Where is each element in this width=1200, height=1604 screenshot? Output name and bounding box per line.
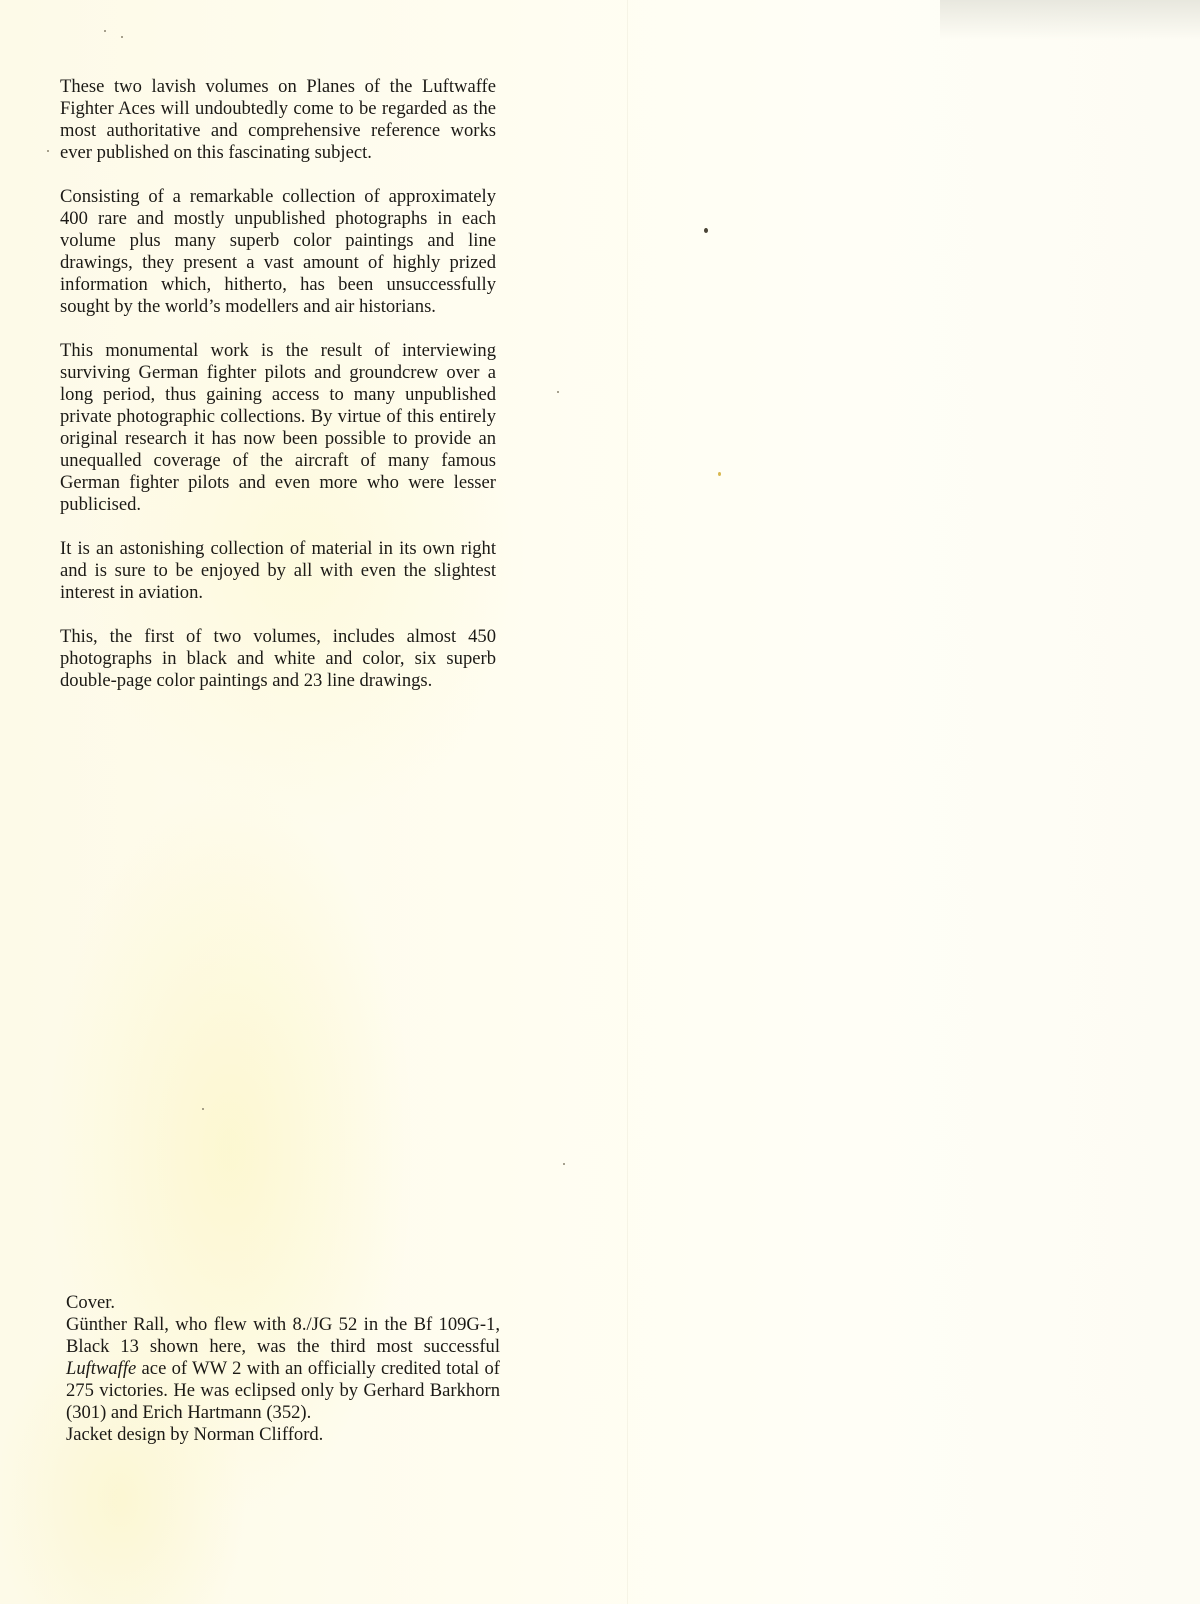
cover-caption-italic: Luftwaffe	[66, 1358, 137, 1379]
paper-corner-shade	[940, 0, 1200, 40]
paper-speck	[104, 30, 106, 32]
blurb-paragraph: It is an astonishing collection of material in its own right and is sure to be enjoyed by all with even the slightest interest in aviation.	[60, 538, 496, 603]
blurb-paragraph: This monumental work is the result of interviewing surviving German fighter pilots and groundcrew over a long period, thus gaining access to many unpublished private photographic collections. By virtue of this entirely original research it has now been possible to provide an unequalled coverage of the aircraft of many famous German fighter pilots and even more who were lesser publicised.	[60, 340, 496, 515]
paper-speck	[557, 391, 559, 393]
paper-speck	[47, 150, 49, 152]
blurb-text	[60, 76, 496, 714]
paper-speck	[121, 36, 123, 38]
cover-caption-body	[66, 1314, 500, 1424]
paper-speck	[718, 472, 721, 476]
jacket-design-credit: Jacket design by Norman Clifford.	[66, 1424, 324, 1445]
cover-caption	[66, 1292, 500, 1446]
paper-speck	[563, 1163, 565, 1165]
blurb-paragraph: This, the first of two volumes, includes almost 450 photographs in black and white and color, six superb double-page color paintings and 23 line drawings.	[60, 626, 496, 691]
blurb-paragraph: Consisting of a remarkable collection of approximately 400 rare and mostly unpublished photographs in each volume plus many superb color paintings and line drawings, they present a vast amount of highly prized information which, hitherto, has been unsuccessfully sought by the world’s modellers and air historians.	[60, 186, 496, 317]
paper-fold-line	[627, 0, 628, 1604]
cover-caption-text: ace of WW 2 with an officially credited total of 275 victories. He was eclipsed only by Gerhard Barkhorn (301) and Erich Hartmann (352).	[66, 1358, 500, 1423]
cover-caption-heading: Cover.	[66, 1292, 116, 1313]
blurb-paragraph: These two lavish volumes on Planes of the Luftwaffe Fighter Aces will undoubtedly come to be regarded as the most authoritative and comprehensive reference works ever published on this fascinating subject.	[60, 76, 496, 163]
cover-caption-text: Günther Rall, who flew with 8./JG 52 in the Bf 109G-1, Black 13 shown here, was the third most successful	[66, 1314, 500, 1357]
paper-speck	[202, 1108, 204, 1110]
paper-speck	[704, 228, 708, 233]
